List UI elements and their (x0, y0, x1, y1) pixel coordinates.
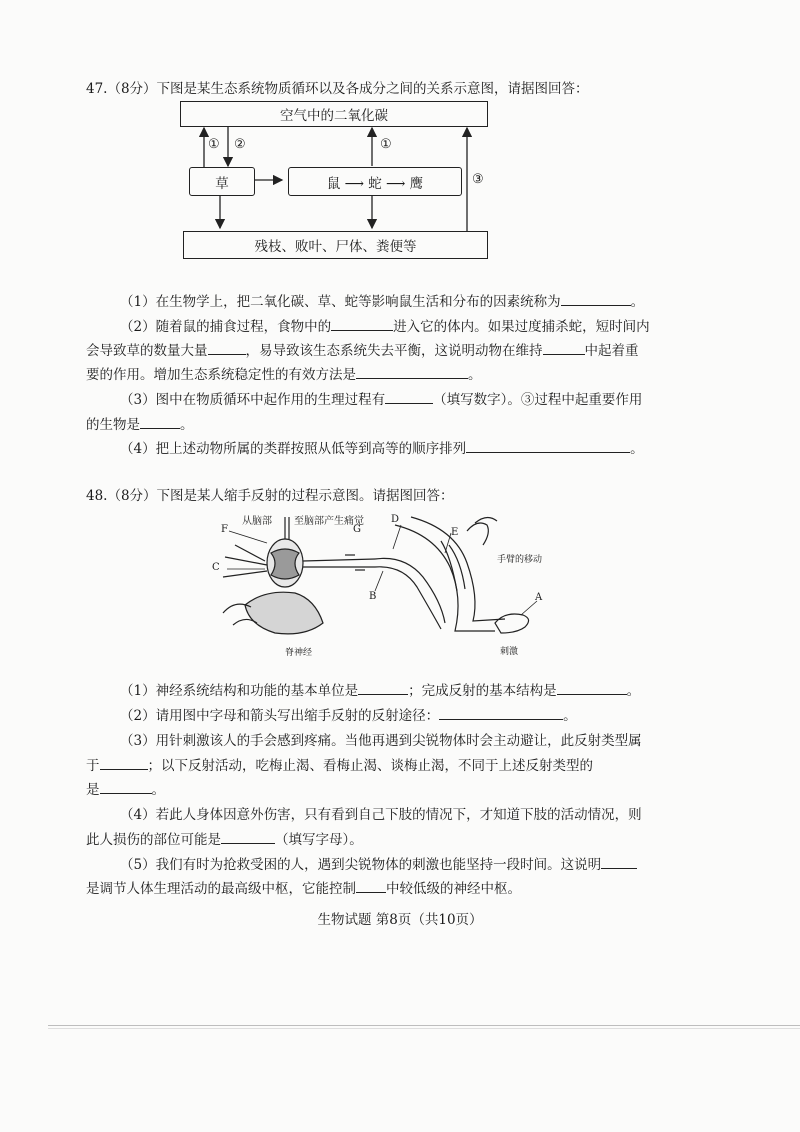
q48-sub3-text-b: 于 (86, 758, 100, 774)
q47-sub3-line2: 的生物是 。 (86, 413, 194, 433)
q48-heading: 48.（8分）下图是某人缩手反射的过程示意图。请据图回答： (86, 488, 454, 504)
q48-sub2-text: （2）请用图中字母和箭头写出缩手反射的反射途径： (120, 708, 440, 724)
q47-sub3-line1 (120, 388, 642, 408)
q47-sub2-line3: 要的作用。增加生态系统稳定性的有效方法是 。 (86, 363, 482, 383)
scan-edge-line-faint (48, 1028, 800, 1029)
stimulus-label: 刺激 (500, 647, 519, 657)
q47-sub2-line2 (86, 339, 639, 359)
q48-blank-5[interactable] (100, 779, 152, 794)
q48-sub3-line2 (86, 754, 593, 774)
q47-sub2-text-d: ，易导致该生态系统失去平衡，这说明动物在维持 (245, 343, 543, 359)
air-co2-box (180, 101, 488, 127)
label-C: C (212, 562, 220, 573)
scan-edge-line (48, 1025, 800, 1026)
q47-blank-5[interactable] (356, 364, 468, 379)
grass-label: 草 (215, 175, 229, 192)
q48-sub3-text-a: （3）用针刺激该人的手会感到疼痛。当他再遇到尖锐物体时会主动避让，此反射类型属 (120, 733, 642, 749)
label-E: E (451, 527, 459, 538)
food-chain-box (288, 167, 462, 196)
q48-sub1-text-a: （1）神经系统结构和功能的基本单位是 (120, 683, 359, 699)
q47-blank-6[interactable] (385, 389, 433, 404)
food-chain-label: 鼠 ⟶ 蛇 ⟶ 鹰 (326, 175, 424, 192)
q48-sub2: （2）请用图中字母和箭头写出缩手反射的反射途径： 。 (120, 704, 577, 724)
q48-sub4-text-c: （填写字母）。 (275, 832, 363, 848)
process-3-label: ③ (472, 172, 484, 187)
label-G: G (353, 524, 361, 535)
page-footer: 生物试题 第8页（共10页） (317, 912, 483, 928)
q47-sub3-text-b: （填写数字）。③过程中起重要作用 (433, 392, 643, 408)
q48-blank-1[interactable] (358, 680, 408, 695)
q48-sub3-line1 (120, 729, 642, 749)
air-co2-label: 空气中的二氧化碳 (280, 108, 388, 124)
q48-blank-3[interactable] (439, 705, 563, 720)
q48-sub1: （1）神经系统结构和功能的基本单位是 ；完成反射的基本结构是 。 (120, 679, 640, 699)
process-1-label: ① (208, 137, 220, 152)
label-F: F (221, 524, 228, 535)
q47-sub3-text-c: 的生物是 (86, 417, 140, 433)
grass-box (189, 167, 255, 196)
q48-blank-8[interactable] (356, 878, 386, 893)
process-2-label: ② (234, 137, 246, 152)
q47-sub1-text: （1）在生物学上，把二氧化碳、草、蛇等影响鼠生活和分布的因素统称为 (120, 294, 561, 310)
q47-sub2-text-e: 中起着重 (584, 343, 639, 359)
q47-sub2-text-a: （2）随着鼠的捕食过程，食物中的 (120, 319, 332, 335)
arm-move-label: 手臂的移动 (497, 555, 543, 565)
arm-outline (395, 517, 529, 633)
q47-blank-8[interactable] (466, 438, 630, 453)
q48-sub5-line1 (120, 853, 637, 873)
q48-sub4-text-a: （4）若此人身体因意外伤害，只有看到自己下肢的情况下，才知道下肢的活动情况，则 (120, 807, 642, 823)
remains-label: 残枝、败叶、尸体、粪便等 (254, 239, 417, 255)
q48-sub5-text-b: 是调节人体生理活动的最高级中枢，它能控制 (86, 881, 356, 897)
reflex-arc-illustration (205, 505, 545, 665)
from-brain-label: 从脑部 (242, 516, 272, 527)
q47-heading: 47.（8分）下图是某生态系统物质循环以及各成分之间的关系示意图，请据图回答： (86, 81, 589, 97)
q47-blank-4[interactable] (543, 340, 585, 355)
process-1b-label: ① (380, 137, 392, 152)
q48-sub1-text-b: ；完成反射的基本结构是 (408, 683, 557, 699)
q47-blank-1[interactable] (561, 291, 631, 306)
to-brain-label: 至脑部产生痛觉 (294, 516, 364, 527)
q48-sub3-text-c: ；以下反射活动，吃梅止渴、看梅止渴、谈梅止渴，不同于上述反射类型的 (147, 758, 593, 774)
q48-sub5-line2 (86, 877, 521, 897)
q47-blank-2[interactable] (331, 316, 393, 331)
q47-sub1: （1）在生物学上，把二氧化碳、草、蛇等影响鼠生活和分布的因素统称为 。 (120, 290, 644, 310)
q47-sub4: （4）把上述动物所属的类群按照从低等到高等的顺序排列 。 (120, 437, 644, 457)
q47-sub2-text-b: 进入它的体内。如果过度捕杀蛇，短时间内 (393, 319, 650, 335)
q48-blank-4[interactable] (100, 755, 148, 770)
q48-sub4-line1 (120, 803, 642, 823)
q48-sub4-line2 (86, 828, 363, 848)
q47-sub2-text-f: 要的作用。增加生态系统稳定性的有效方法是 (86, 367, 356, 383)
q47-blank-3[interactable] (208, 340, 246, 355)
label-B: B (369, 591, 377, 602)
q47-blank-7[interactable] (140, 414, 180, 429)
q48-sub4-text-b: 此人损伤的部位可能是 (86, 832, 221, 848)
label-A: A (535, 592, 543, 603)
q47-sub4-text: （4）把上述动物所属的类群按照从低等到高等的顺序排列 (120, 441, 467, 457)
q47-sub2-text-c: 会导致草的数量大量 (86, 343, 208, 359)
label-D: D (391, 514, 400, 525)
q48-sub5-text-c: 中较低级的神经中枢。 (386, 881, 521, 897)
remains-box (183, 231, 488, 259)
q48-sub3-text-d: 是 (86, 782, 100, 798)
q48-blank-7[interactable] (601, 854, 637, 869)
q47-sub2-line1 (120, 315, 650, 335)
q47-sub3-text-a: （3）图中在物质循环中起作用的生理过程有 (120, 392, 386, 408)
q48-sub3-line3: 是 。 (86, 778, 165, 798)
q48-blank-6[interactable] (221, 829, 275, 844)
q48-blank-2[interactable] (557, 680, 627, 695)
q48-sub5-text-a: （5）我们有时为抢救受困的人，遇到尖锐物体的刺激也能坚持一段时间。这说明 (120, 857, 602, 873)
nerve-pathways (345, 555, 445, 629)
spine-label: 脊神经 (285, 648, 313, 658)
